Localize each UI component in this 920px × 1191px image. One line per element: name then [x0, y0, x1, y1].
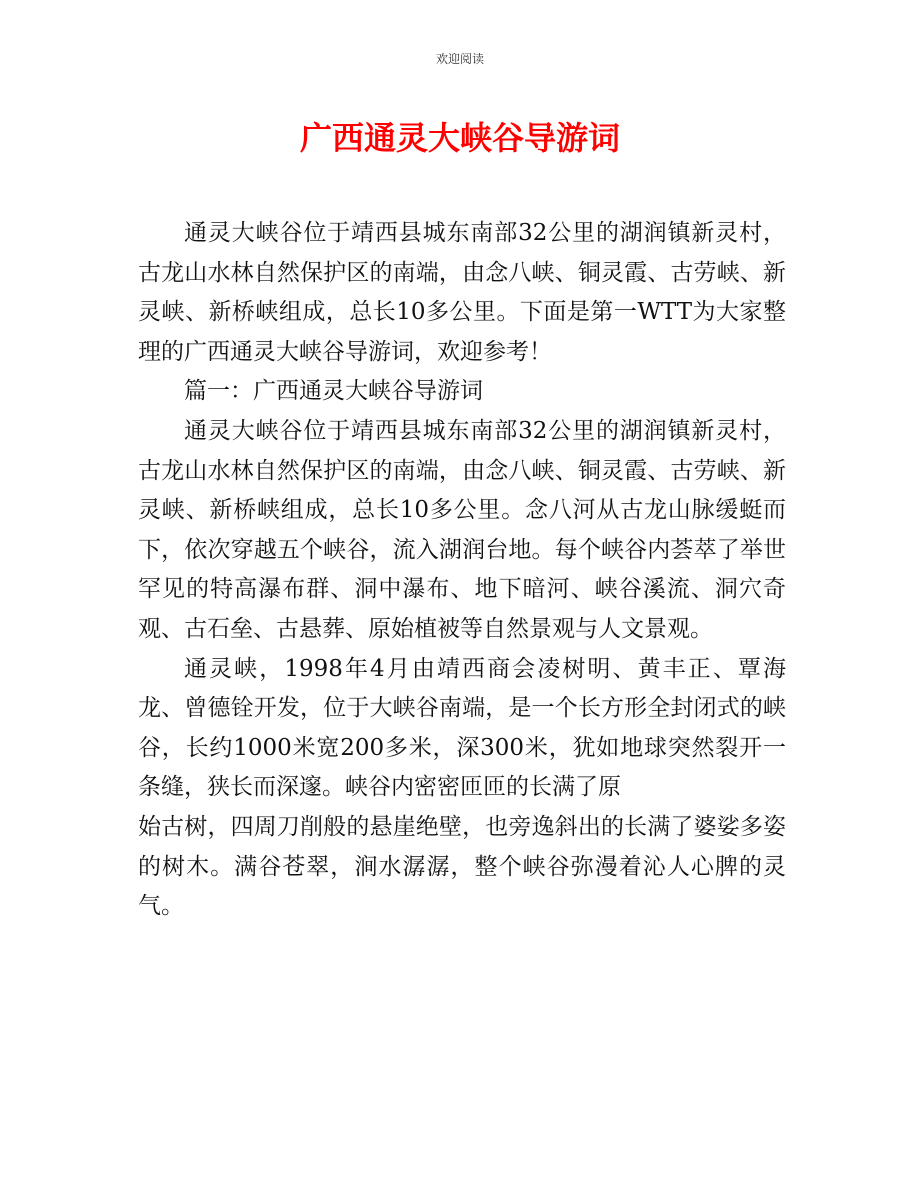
paragraph-section-heading: 篇一：广西通灵大峡谷导游词 [184, 378, 483, 405]
document-title: 广西通灵大峡谷导游词 [299, 119, 620, 157]
page-header-note: 欢迎阅读 [435, 52, 484, 66]
paragraph-intro: 通灵大峡谷位于靖西县城东南部32公里的湖润镇新灵村，古龙山水林自然保护区的南端，由念八峡、铜灵霞、古劳峡、新灵峡、新桥峡组成，总长10多公里。下面是第一WTT为大家整理的广西通灵大峡谷导游词，欢迎参考！ [138, 220, 786, 365]
paragraph-tongling-gorge-continued: 始古树，四周刀削般的悬崖绝壁，也旁逸斜出的长满了婆娑多姿的树木。满谷苍翠，涧水潺潺，整个峡谷弥漫着沁人心脾的灵气。 [138, 813, 786, 920]
paragraph-tongling-gorge: 通灵峡，1998年4月由靖西商会凌树明、黄丰正、覃海龙、曾德铨开发，位于大峡谷南端，是一个长方形全封闭式的峡谷，长约1000米宽200多米，深300米，犹如地球突然裂开一条缝，狭长而深邃。峡谷内密密匝匝的长满了原 [138, 655, 786, 801]
document-body [138, 214, 786, 927]
paragraph-overview: 通灵大峡谷位于靖西县城东南部32公里的湖润镇新灵村，古龙山水林自然保护区的南端，由念八峡、铜灵霞、古劳峡、新灵峡、新桥峡组成，总长10多公里。念八河从古龙山脉缓蜓而下，依次穿越五个峡谷，流入湖润台地。每个峡谷内荟萃了举世罕见的特高瀑布群、洞中瀑布、地下暗河、峡谷溪流、洞穴奇观、古石垒、古悬葬、原始植被等自然景观与人文景观。 [138, 417, 786, 642]
